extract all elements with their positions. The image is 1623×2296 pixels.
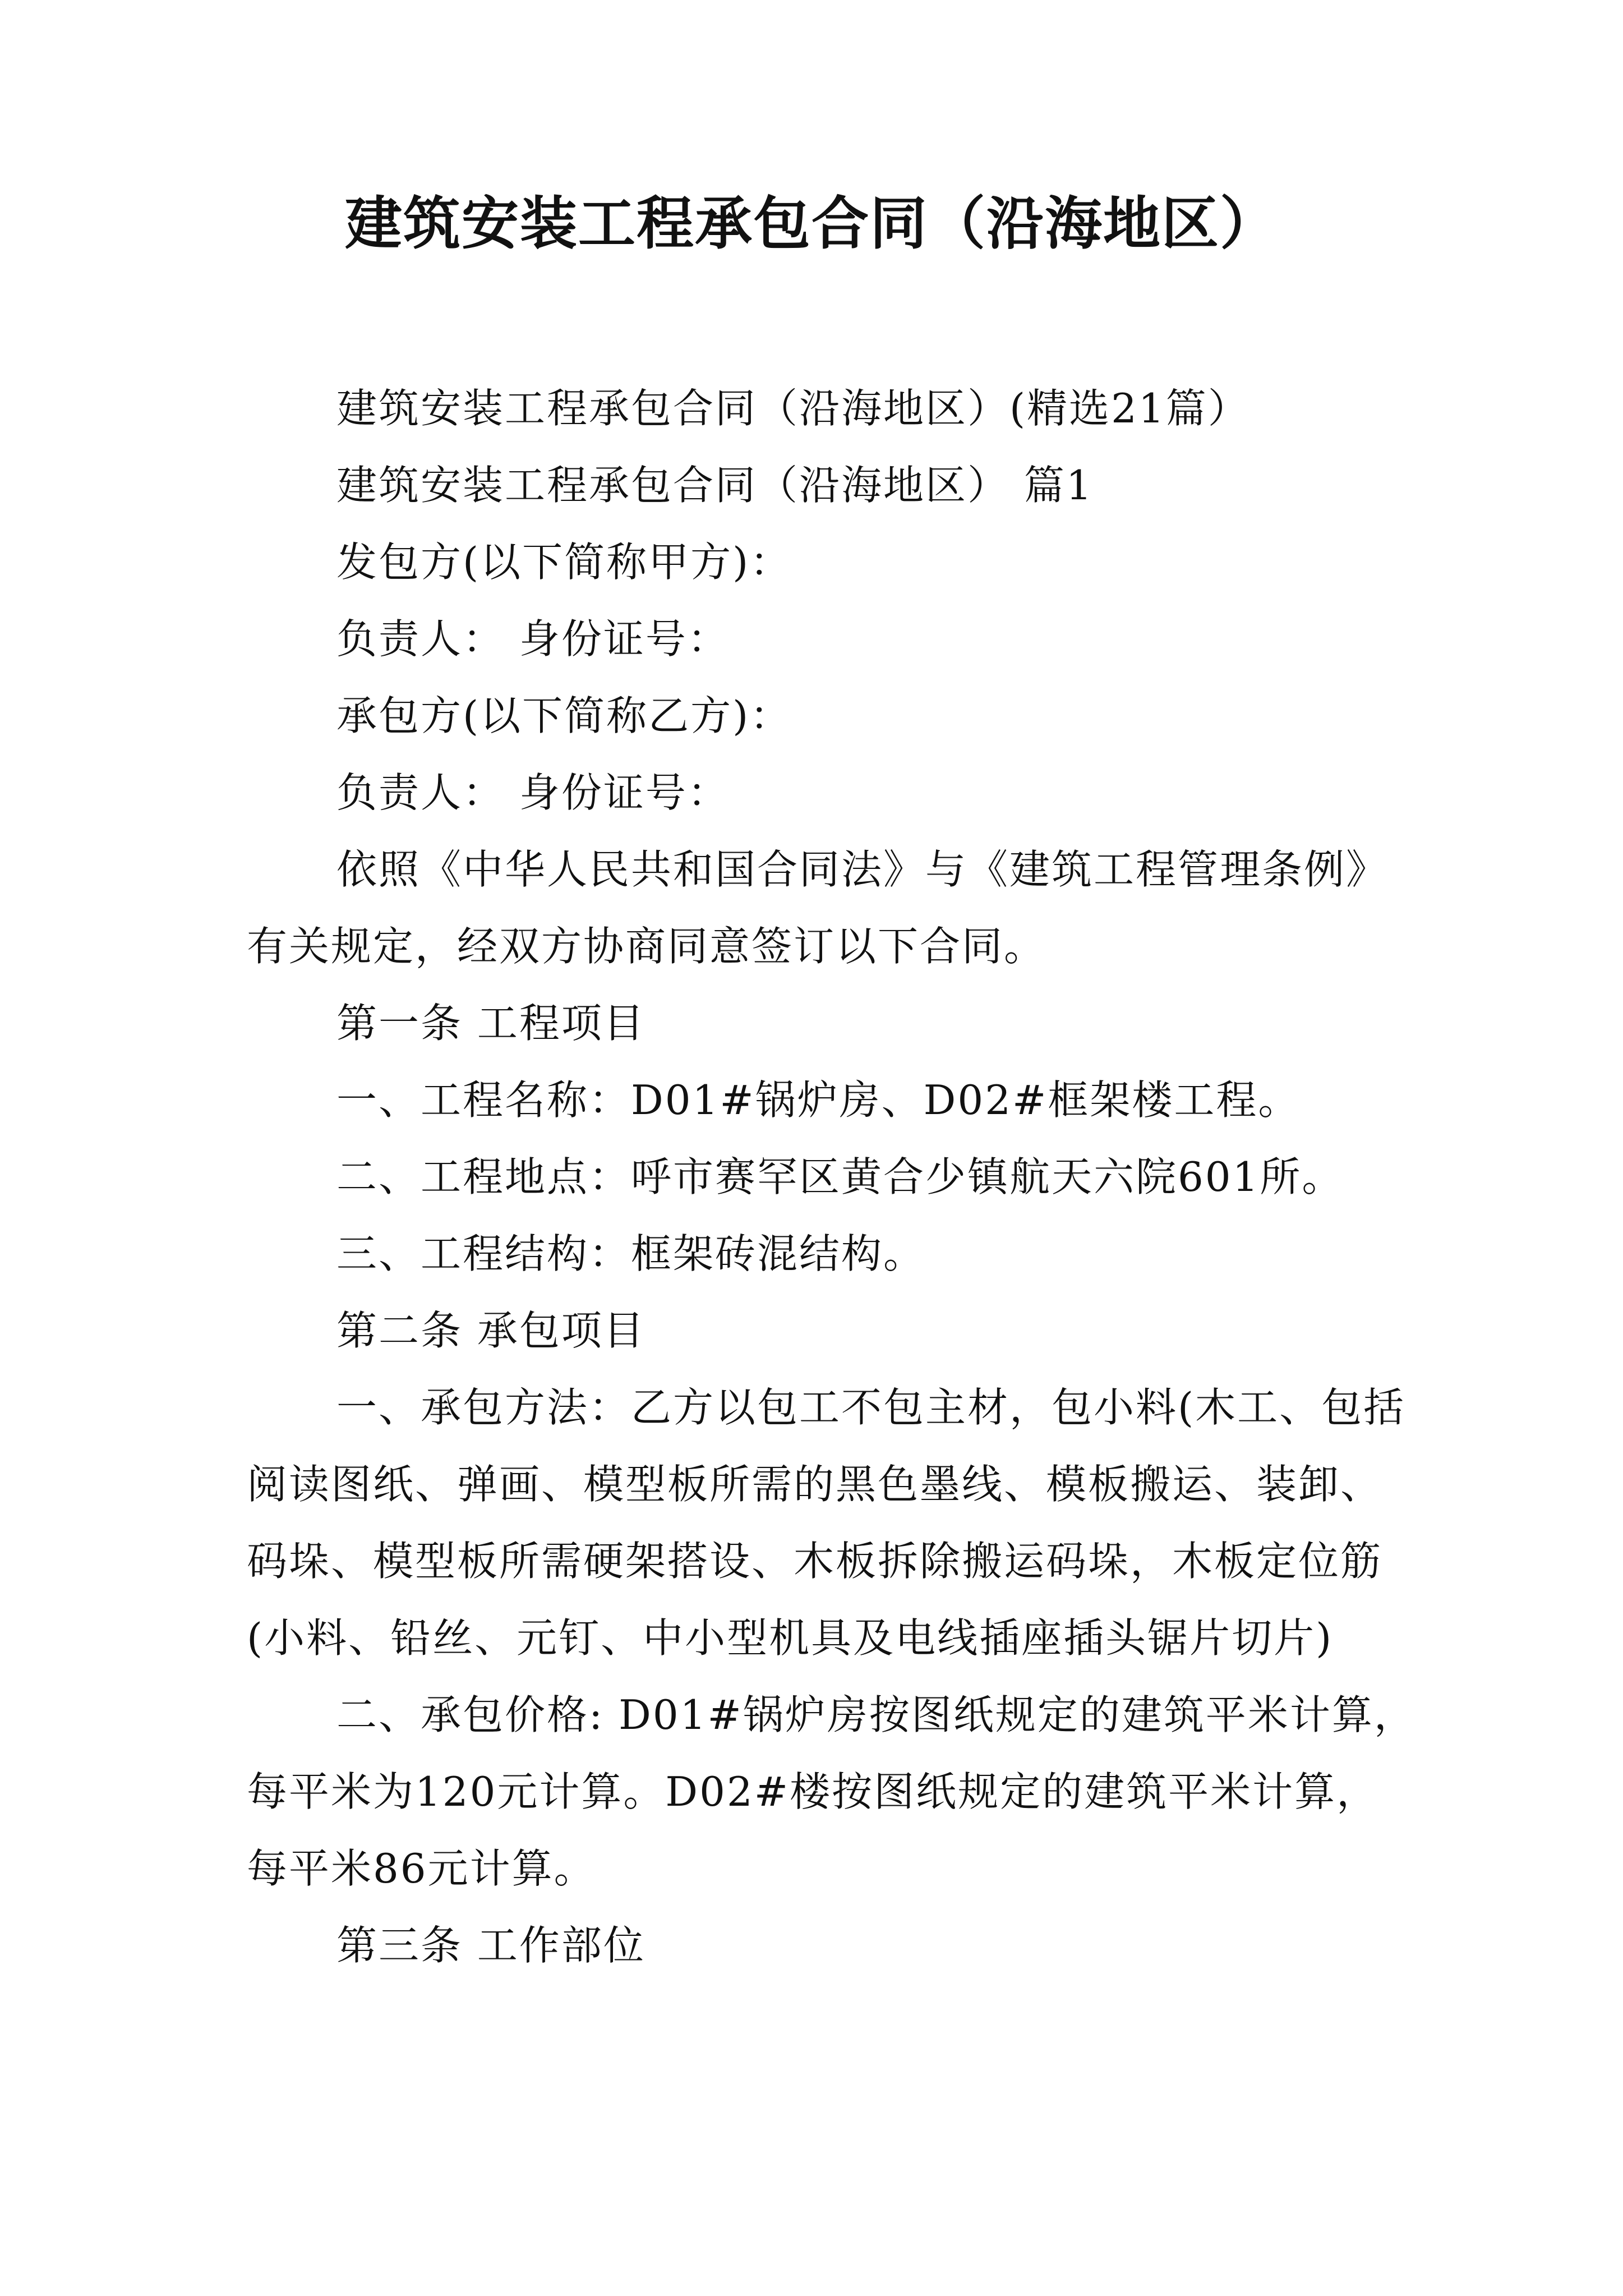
paragraph-article-1: 第一条 工程项目 (336, 1000, 645, 1047)
paragraph-project-structure: 三、工程结构：框架砖混结构。 (336, 1230, 926, 1277)
paragraph-article-3: 第三条 工作部位 (336, 1922, 645, 1969)
paragraph-contract-method: 一、承包方法：乙方以包工不包主材，包小料(木工、包括阅读图纸、弹画、模型板所需的黑色墨线、模板搬运、装卸、码垛、模型板所需硬架搭设、木板拆除搬运码垛，木板定位筋(小料、铅丝、元钉、中小型机具及电线插座插头锯片切片) (247, 1384, 1406, 1662)
paragraph-section-heading: 建筑安装工程承包合同（沿海地区） 篇1 (336, 462, 1094, 509)
paragraph-project-name: 一、工程名称：D01#锅炉房、D02#框架楼工程。 (336, 1076, 1301, 1124)
paragraph-article-2: 第二条 承包项目 (336, 1307, 645, 1354)
paragraph-subtitle: 建筑安装工程承包合同（沿海地区）(精选21篇） (336, 385, 1250, 432)
document-title: 建筑安装工程承包合同（沿海地区） (345, 191, 1278, 257)
paragraph-legal-basis: 依照《中华人民共和国合同法》与《建筑工程管理条例》有关规定，经双方协商同意签订以下合同。 (247, 846, 1389, 970)
paragraph-contract-price: 二、承包价格: D01#锅炉房按图纸规定的建筑平米计算，每平米为120元计算。D02#楼按图纸规定的建筑平米计算，每平米86元计算。 (247, 1691, 1416, 1892)
paragraph-party-a-representative: 负责人： 身份证号： (336, 615, 730, 662)
paragraph-project-location: 二、工程地点：呼市赛罕区黄合少镇航天六院601所。 (336, 1153, 1344, 1200)
paragraph-party-b-representative: 负责人： 身份证号： (336, 769, 730, 816)
document-body (247, 370, 1419, 1984)
paragraph-party-b: 承包方(以下简称乙方)： (336, 692, 792, 739)
paragraph-party-a: 发包方(以下简称甲方)： (336, 539, 792, 586)
